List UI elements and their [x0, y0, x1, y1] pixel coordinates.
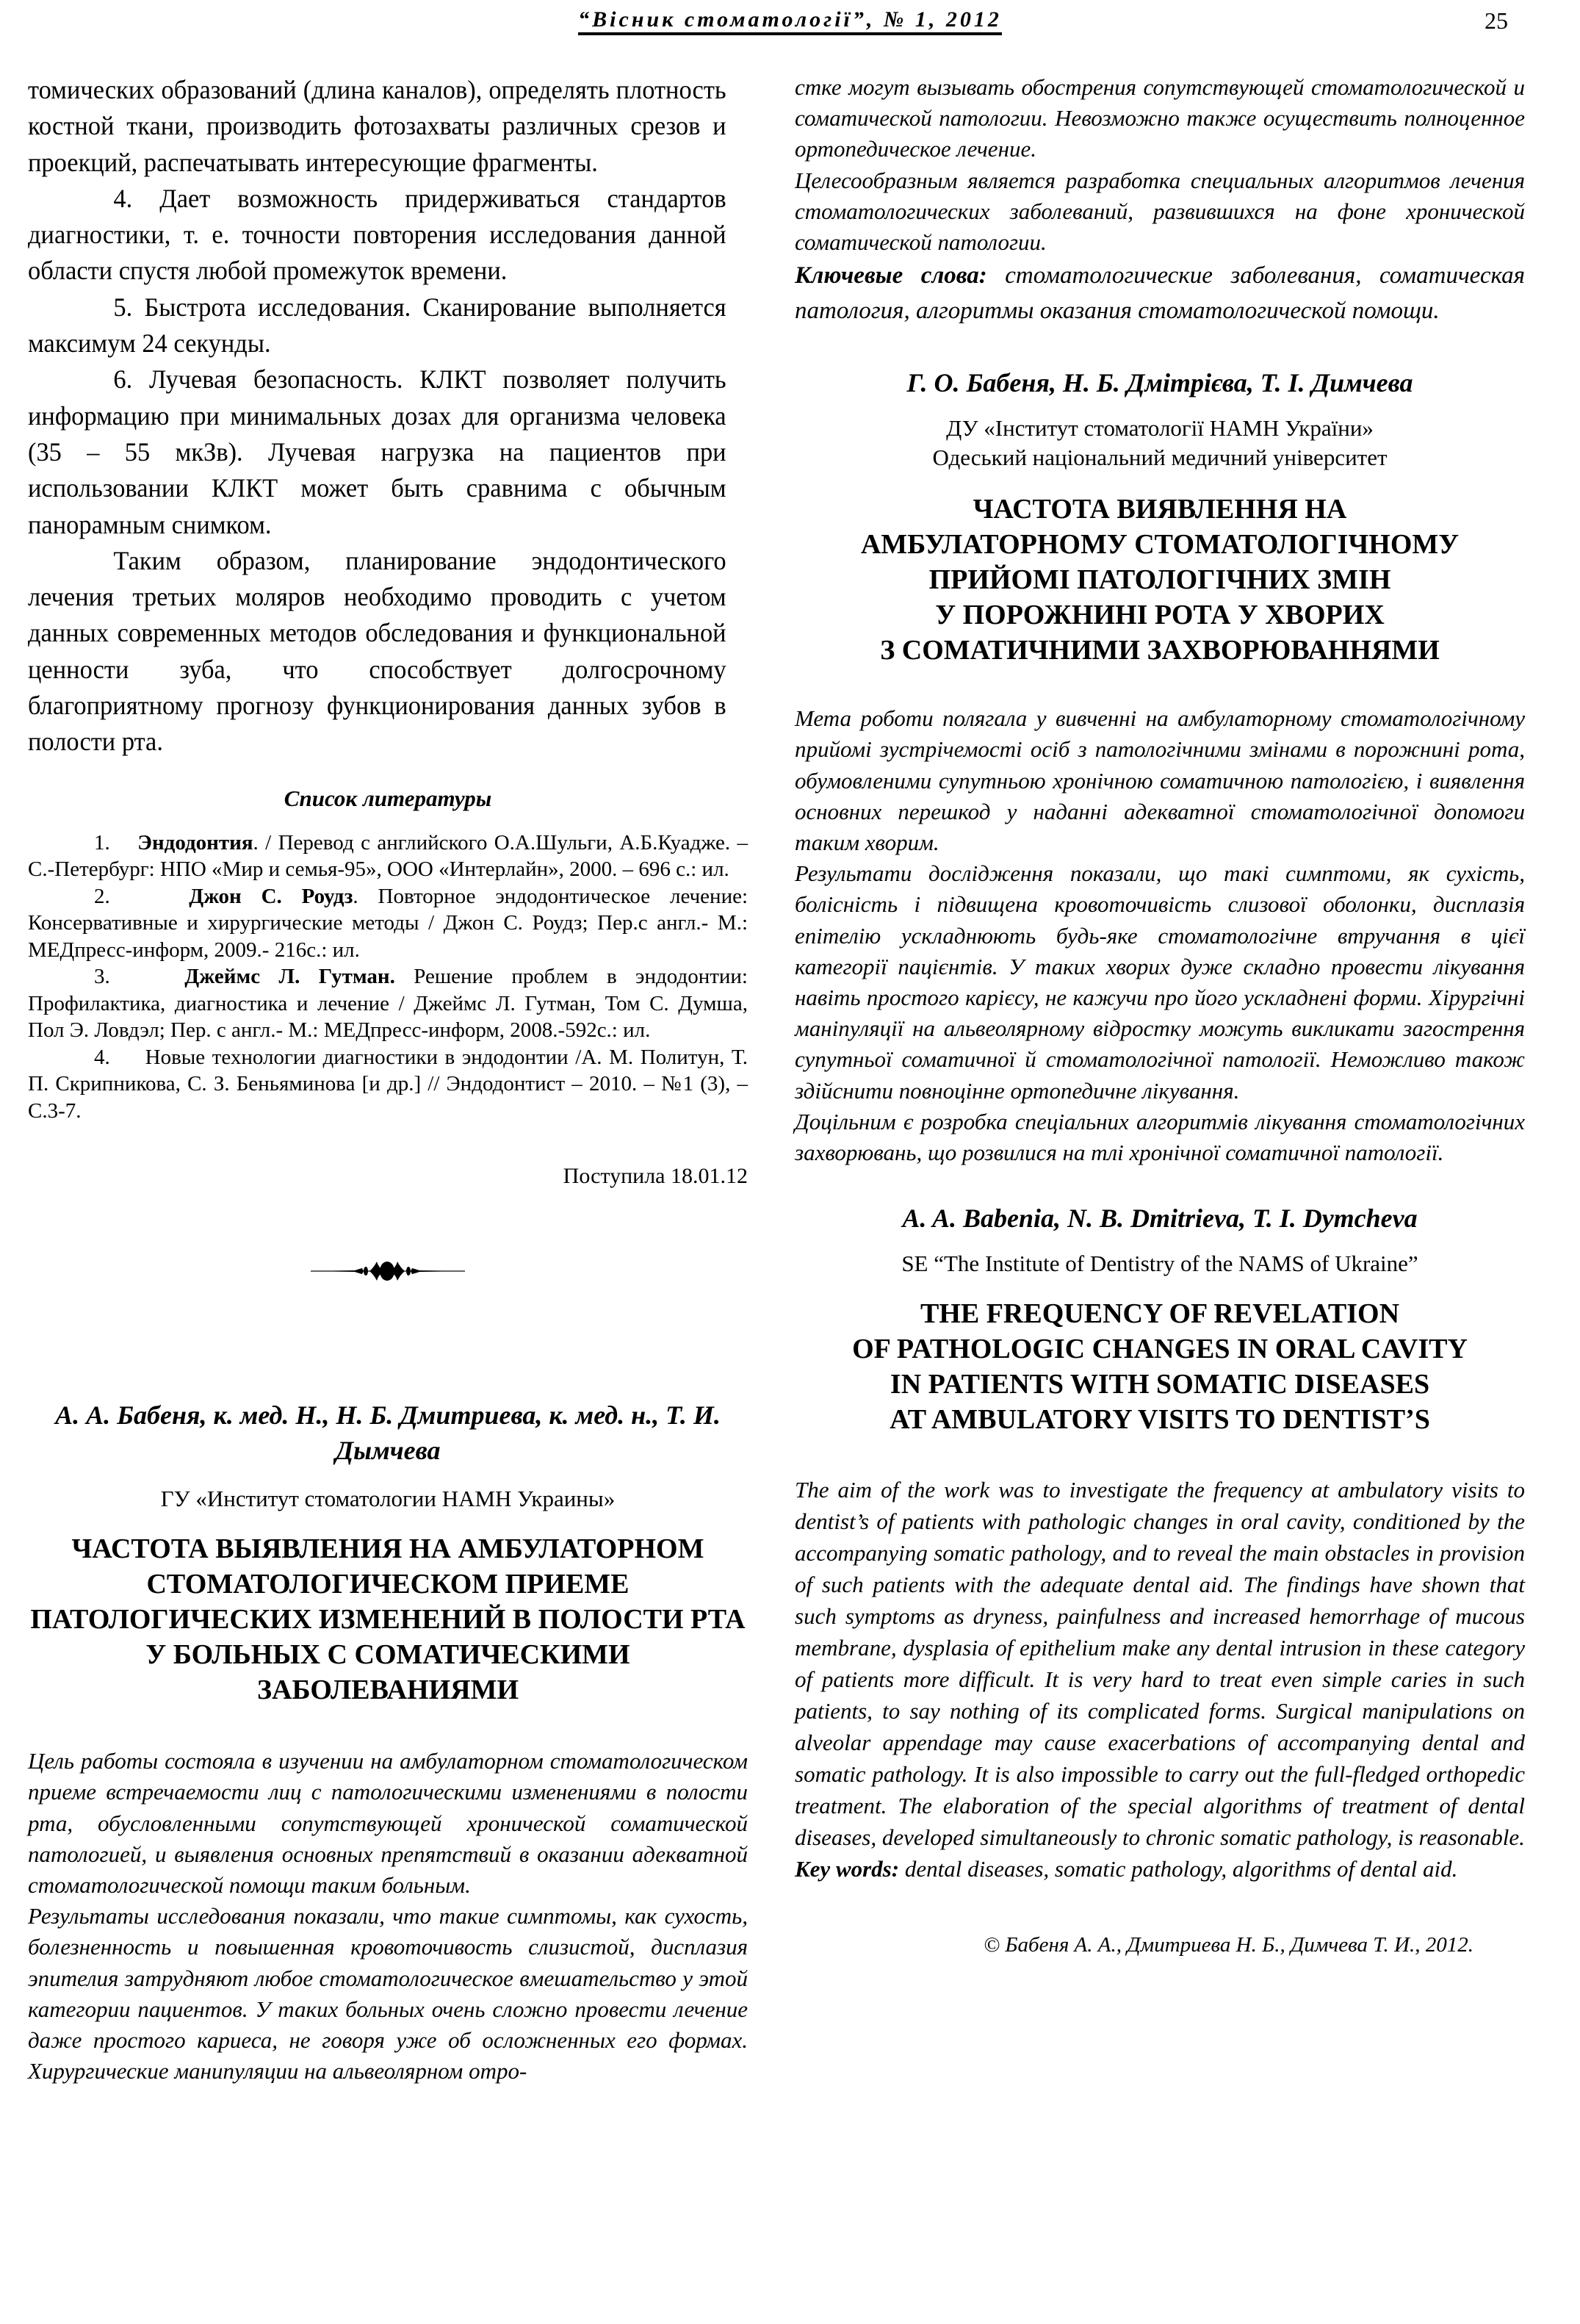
en-authors: A. A. Babenia, N. B. Dmitrieva, T. I. Dymcheva — [902, 1204, 1418, 1234]
en-affiliation: SE “The Institute of Dentistry of the NAMS of Ukraine” — [901, 1251, 1418, 1277]
ru-keywords-label: Ключевые слова: — [795, 262, 987, 289]
reference-item: 3. Джеймс Л. Гутман. Решение проблем в эндодонтии: Профилактика, диагностика и лечение / Джеймс Л. Гутман, Том С. Думша, Пол Э. Ловдэл; Пер. с англ.- М.: МЕДпресс-информ, 2008.-592с.: ил. — [28, 965, 748, 1043]
references-list — [28, 830, 748, 1125]
right-column — [795, 72, 1525, 1957]
copyright-notice: © Бабеня А. А., Дмитриева Н. Б., Димчева Т. И., 2012. — [984, 1933, 1473, 1957]
page-number: 25 — [1485, 7, 1508, 34]
point-4: 4. Дает возможность придерживаться стандартов диагностики, т. е. точности повторения исследования данной области спустя любой промежуток времени. — [28, 183, 726, 286]
ua-abstract-conclusion: Доцільним є розробка спеціальних алгоритмів лікування стоматологічних захворювань, що розвилися на тлі хронічної соматичної патології. — [795, 1108, 1525, 1166]
ua-abstract-results: Результати дослідження показали, що такі симптоми, як сухість, болісність і підвищена кровоточивість слизової оболонки, дисплазія епітелію ускладнюють будь-яке стоматологічне втручання в цієї категорії пацієнтів. У таких хворих дуже складно провести лікування навіть простого карієсу, не кажучи про його ускладнені форми. Хірургічні маніпуляції на альвеолярному відростку можуть викликати загострення супутньої соматичної й стоматологічної патології. Неможливо також здійснити повноцінне ортопедичне лікування. — [795, 860, 1525, 1104]
ua-article-title: ЧАСТОТА ВИЯВЛЕННЯ НА АМБУЛАТОРНОМУ СТОМАТОЛОГІЧНОМУ ПРИЙОМІ ПАТОЛОГІЧНИХ ЗМІН У ПОРОЖНИНІ РОТА У ХВОРИХ З СОМАТИЧНИМИ ЗАХВОРЮВАННЯМИ — [860, 494, 1460, 666]
ru-abstract-conclusion: Целесообразным является разработка специальных алгоритмов лечения стоматологических заболеваний, развившихся на фоне хронической соматической патологии. — [795, 167, 1525, 256]
conclusion-paragraph: Таким образом, планирование эндодонтического лечения третьих моляров необходимо проводить с учетом данных современных методов обследования и функциональной ценности зуба, что способствует долгосрочному благоприятному прогнозу функционирования данных зубов в полости рта. — [28, 545, 726, 757]
en-abstract: The aim of the work was to investigate the frequency at ambulatory visits to dentist’s of patients with pathologic changes in oral cavity, conditioned by the accompanying somatic pathology, and to reveal the main obstacles in provision of such patients with the adequate dental aid. The findings have shown that such symptoms as dryness, painfulness and increased hemorrhage of mucous membrane, dysplasia of epithelium make any dental intrusion in these category of patients more difficult. It is very hard to treat even simple caries in such patients, to say nothing of its complicated forms. Surgical manipulations on alveolar appendage may cause exacerbations of accompanying dental and somatic pathology. It is also impossible to carry out the full-fledged orthopedic treatment. The elaboration of the special algorithms of treatment of dental diseases, developed simultaneously to chronic somatic pathology, is reasonable. — [795, 1477, 1525, 1851]
ua-authors: Г. О. Бабеня, Н. Б. Дмітрієва, Т. І. Димчева — [906, 368, 1413, 398]
journal-title: “Вісник стоматології”, № 1, 2012 — [0, 7, 1580, 32]
en-keywords: Key words: dental diseases, somatic pathology, algorithms of dental aid. — [795, 1856, 1458, 1882]
en-keywords-label: Key words: — [795, 1856, 900, 1882]
reference-item: 2. Джон С. Роудз. Повторное эндодонтическое лечение: Консервативные и хирургические методы / Джон С. Роудз; Пер.с англ.- М.: МЕДпресс-информ, 2009.- 216с.: ил. — [28, 884, 748, 962]
running-header — [0, 4, 1580, 41]
ua-abstract-aim: Мета роботи полягала у вивченні на амбулаторному стоматологічному прийомі зустрічемості осіб з патологічними змінами в порожнині рота, обумовленими супутньою хронічною соматичною патологією, і виявлення основних перешкод у наданні адекватної стоматологічної допомоги таким хворим. — [795, 705, 1525, 856]
reference-item: 1. Эндодонтия. / Перевод с английского О.А.Шульги, А.Б.Куадже. – С.-Петербург: НПО «Мир и семья-95», ООО «Интерлайн», 2000. – 696 с.: ил. — [28, 830, 748, 882]
ru-abstract-results: Результаты исследования показали, что такие симптомы, как сухость, болезненность и повышенная кровоточивость слизистой, дисплазия эпителия затрудняют любое стоматологическое вмешательство у этой категории пациентов. У таких больных очень сложно провести лечение даже простого кариеса, не говоря уже об осложненных его формах. Хирургические манипуляции на альвеолярном отро- — [28, 1903, 748, 2084]
received-date: Поступила 18.01.12 — [563, 1164, 748, 1189]
left-column — [28, 72, 748, 2087]
ua-affiliation-1: ДУ «Інститут стоматології НАМН України» — [946, 415, 1374, 442]
ru-article-title: ЧАСТОТА ВЫЯВЛЕНИЯ НА АМБУЛАТОРНОМ СТОМАТОЛОГИЧЕСКОМ ПРИЕМЕ ПАТОЛОГИЧЕСКИХ ИЗМЕНЕНИЙ В ПОЛОСТИ РТА У БОЛЬНЫХ С СОМАТИЧЕСКИМИ ЗАБОЛЕВАНИЯМИ — [30, 1533, 746, 1706]
point-6: 6. Лучевая безопасность. КЛКТ позволяет получить информацию при минимальных дозах для организма человека (35 – 55 мкЗв). Лучевая нагрузка на пациентов при использовании КЛКТ может быть сравнима с обычным панорамным снимком. — [28, 364, 726, 539]
point-5: 5. Быстрота исследования. Сканирование выполняется максимум 24 секунды. — [28, 292, 726, 359]
ru-abstract-continuation: стке могут вызывать обострения сопутствующей стоматологической и соматической патологии. Невозможно также осуществить полноценное ортопедическое лечение. — [795, 74, 1525, 162]
ua-affiliation-2: Одеський національний медичний університет — [932, 445, 1388, 471]
reference-item: 4. Новые технологии диагностики в эндодонтии /А. М. Политун, Т. П. Скрипникова, С. З. Беньяминова [и др.] // Эндодонтист – 2010. – №1 (3), – С.3-7. — [28, 1045, 748, 1123]
ru-affiliation: ГУ «Институт стоматологии НАМН Украины» — [160, 1486, 616, 1512]
decorative-divider-icon — [311, 1256, 465, 1286]
ru-abstract-aim: Цель работы состояла в изучении на амбулаторном стоматологическом приеме встречаемости лиц с патологическими изменениями в полости рта, обусловленными сопутствующей хронической соматической патологией, и выявления основных препятствий в оказании адекватной стоматологической помощи таким больным. — [28, 1748, 748, 1898]
continuation-paragraph: томических образований (длина каналов), определять плотность костной ткани, производить фотозахваты различных срезов и проекций, распечатывать интересующие фрагменты. — [28, 75, 726, 177]
en-article-title: THE FREQUENCY OF REVELATION OF PATHOLOGIC CHANGES IN ORAL CAVITY IN PATIENTS WITH SOMATIC DISEASES AT AMBULATORY VISITS TO DENTIST’S — [852, 1298, 1468, 1436]
references-title: Список литературы — [284, 785, 492, 811]
ru-keywords: Ключевые слова: стоматологические заболевания, соматическая патология, алгоритмы оказания стоматологической помощи. — [795, 262, 1525, 325]
ru-authors: А. А. Бабеня, к. мед. Н., Н. Б. Дмитриева, к. мед. н., Т. И. Дымчева — [55, 1400, 721, 1466]
